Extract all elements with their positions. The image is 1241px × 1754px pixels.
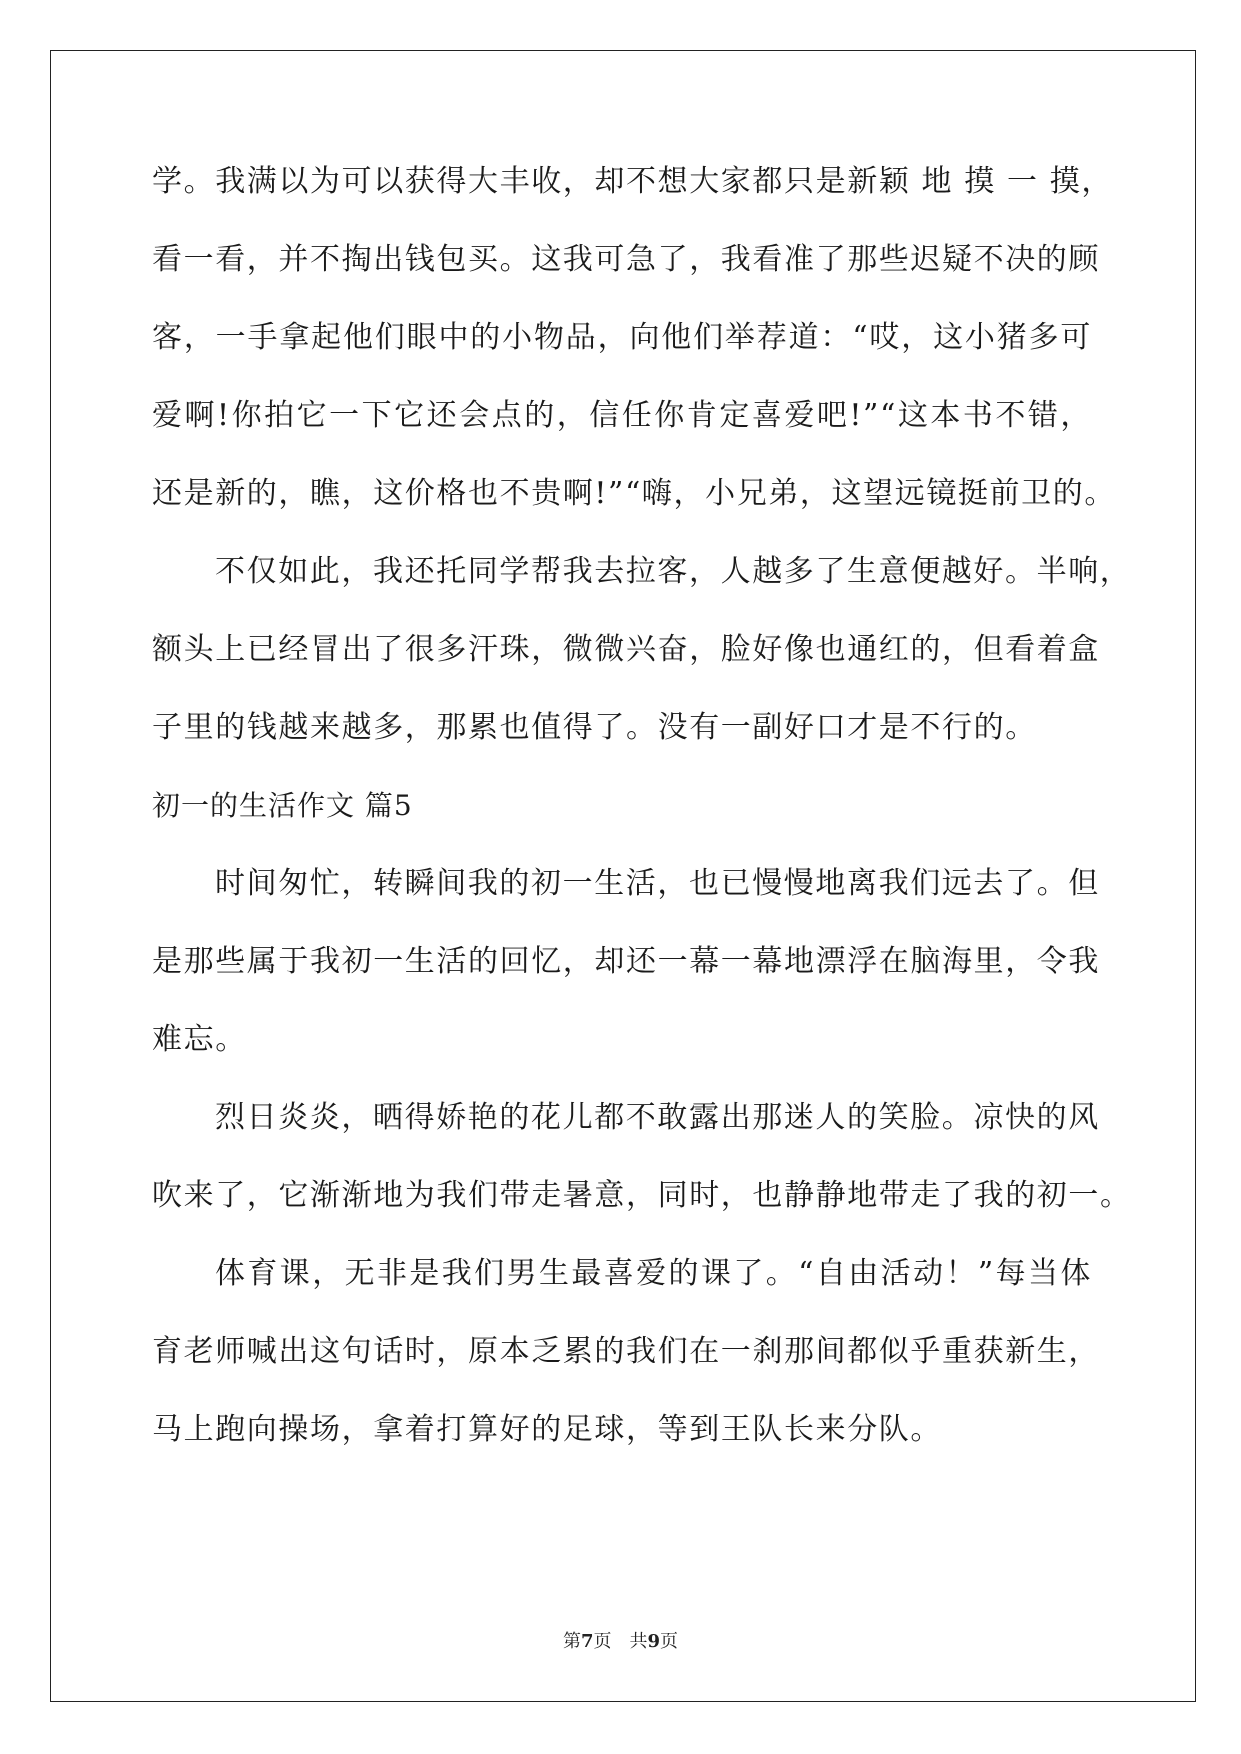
text-line: 子里的钱越来越多，那累也值得了。没有一副好口才是不行的。 (152, 710, 1037, 745)
text-line: 爱啊!你拍它一下它还会点的，信任你肯定喜爱吧!”“这本书不错， (152, 398, 1092, 433)
footer-prefix: 第 (562, 1631, 581, 1652)
paragraph-start-line: 不仅如此，我还托同学帮我去拉客，人越多了生意便越好。半响， (215, 554, 1132, 589)
document-body (152, 163, 1132, 1489)
text-line: 额头上已经冒出了很多汗珠，微微兴奋，脸好像也通红的，但看着盒 (152, 632, 1100, 667)
text-line: 还是新的，瞧，这价格也不贵啊!”“嗨，小兄弟，这望远镜挺前卫的。 (152, 476, 1116, 511)
paragraph-start-line: 烈日炎炎，晒得娇艳的花儿都不敢露出那迷人的笑脸。凉快的风 (215, 1100, 1100, 1135)
text-line: 马上跑向操场，拿着打算好的足球，等到王队长来分队。 (152, 1412, 942, 1447)
text-line: 学。我满以为可以获得大丰收，却不想大家都只是新颖 地 摸 一 摸， (152, 164, 1113, 199)
total-pages-number: 9 (647, 1631, 661, 1652)
current-page-number: 7 (580, 1631, 594, 1652)
section-heading: 初一的生活作文 篇5 (152, 789, 413, 822)
text-line: 客，一手拿起他们眼中的小物品，向他们举荐道：“哎，这小猪多可 (152, 320, 1092, 355)
paragraph-start-line: 时间匆忙，转瞬间我的初一生活，也已慢慢地离我们远去了。但 (215, 866, 1100, 901)
text-line: 看一看，并不掏出钱包买。这我可急了，我看准了那些迟疑不决的顾 (152, 242, 1100, 277)
text-line: 育老师喊出这句话时，原本乏累的我们在一刹那间都似乎重获新生， (152, 1334, 1100, 1369)
footer-total-suffix: 页 (660, 1631, 679, 1652)
page-footer (0, 1630, 1241, 1654)
paragraph-start-line: 体育课，无非是我们男生最喜爱的课了。“自由活动！”每当体 (215, 1256, 1092, 1291)
footer-page-word: 页 (593, 1631, 612, 1652)
footer-total-prefix: 共 (629, 1631, 648, 1652)
text-line: 是那些属于我初一生活的回忆，却还一幕一幕地漂浮在脑海里，令我 (152, 944, 1100, 979)
text-line: 难忘。 (152, 1022, 247, 1057)
text-line: 吹来了，它渐渐地为我们带走暑意，同时，也静静地带走了我的初一。 (152, 1178, 1132, 1213)
